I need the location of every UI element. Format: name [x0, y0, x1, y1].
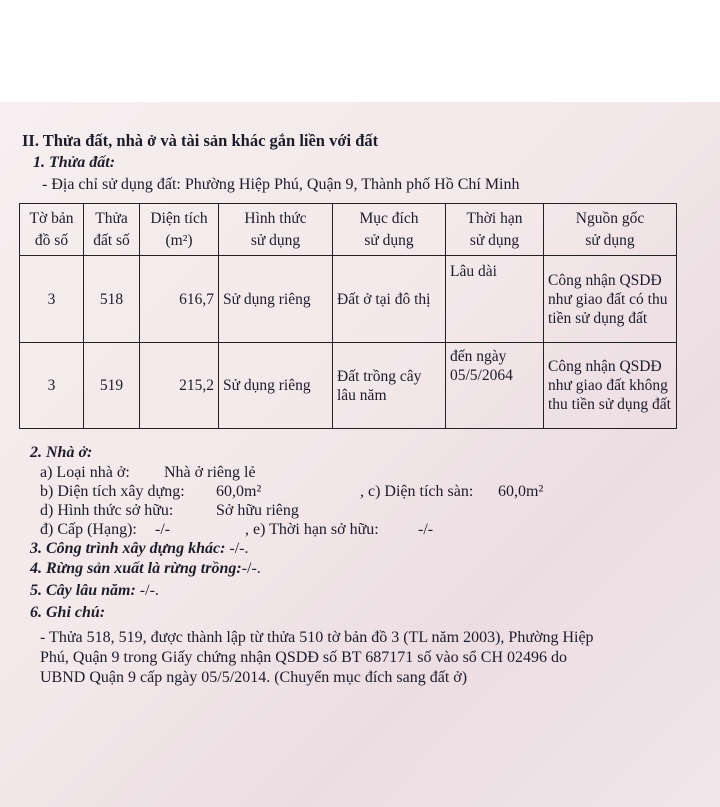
note-line: UBND Quận 9 cấp ngày 05/5/2014. (Chuyển mục đích sang đất ở) — [40, 669, 468, 686]
house-type-label: a) Loại nhà ở: — [40, 464, 130, 481]
other-works: 3. Công trình xây dựng khác: -/-. — [30, 540, 249, 557]
ownership-label: d) Hình thức sở hữu: — [40, 502, 174, 519]
cell-parcel: 518 — [84, 256, 140, 343]
floor-area-label: , c) Diện tích sàn: — [360, 483, 474, 500]
cell-origin: Công nhận QSDĐ như giao đất có thu tiền sử dụng đất — [544, 256, 677, 343]
col-header: Mục đích sử dụng — [333, 204, 446, 256]
notes-heading: 6. Ghi chú: — [30, 604, 106, 621]
house-heading: 2. Nhà ở: — [30, 444, 93, 461]
grade-value: -/- — [155, 521, 171, 538]
cell-purpose: Đất trồng cây lâu năm — [333, 343, 446, 429]
cell-area: 215,2 — [140, 343, 219, 429]
ownership-term-label: , e) Thời hạn sở hữu: — [245, 521, 379, 538]
ownership-term-value: -/- — [418, 521, 434, 538]
land-address: - Địa chỉ sử dụng đất: Phường Hiệp Phú, Quận 9, Thành phố Hồ Chí Minh — [42, 176, 520, 193]
note-line: - Thửa 518, 519, được thành lập từ thửa 510 tờ bản đồ 3 (TL năm 2003), Phường Hiệp — [40, 629, 594, 646]
table-row — [20, 256, 677, 343]
ownership-value: Sở hữu riêng — [216, 502, 299, 519]
cell-term: đến ngày 05/5/2064 — [446, 343, 544, 429]
cell-area: 616,7 — [140, 256, 219, 343]
col-header: Thời hạn sử dụng — [446, 204, 544, 256]
build-area-value: 60,0m² — [216, 483, 262, 500]
col-header: Nguồn gốc sử dụng — [544, 204, 677, 256]
note-line: Phú, Quận 9 trong Giấy chứng nhận QSDĐ số BT 687171 số vào sổ CH 02496 do — [40, 649, 568, 666]
col-header: Thửa đất số — [84, 204, 140, 256]
perennial: 5. Cây lâu năm: -/-. — [30, 582, 159, 599]
cell-parcel: 519 — [84, 343, 140, 429]
section-title: II. Thửa đất, nhà ở và tài sản khác gắn liền với đất — [22, 131, 379, 150]
build-area-label: b) Diện tích xây dựng: — [40, 483, 185, 500]
cell-form: Sử dụng riêng — [219, 343, 333, 429]
forest: 4. Rừng sản xuất là rừng trồng:-/-. — [30, 560, 261, 577]
cell-map: 3 — [20, 343, 84, 429]
cell-form: Sử dụng riêng — [219, 256, 333, 343]
table-row — [20, 343, 677, 429]
cell-term: Lâu dài — [446, 256, 544, 343]
col-header: Hình thức sử dụng — [219, 204, 333, 256]
land-table — [19, 203, 677, 429]
house-type-value: Nhà ở riêng lẻ — [164, 464, 256, 481]
table-header — [20, 204, 677, 256]
col-header: Tờ bản đồ số — [20, 204, 84, 256]
col-header: Diện tích (m²) — [140, 204, 219, 256]
cell-map: 3 — [20, 256, 84, 343]
floor-area-value: 60,0m² — [498, 483, 544, 500]
cell-purpose: Đất ở tại đô thị — [333, 256, 446, 343]
cell-origin: Công nhận QSDĐ như giao đất không thu tiền sử dụng đất — [544, 343, 677, 429]
grade-label: đ) Cấp (Hạng): — [40, 521, 137, 538]
land-heading: 1. Thửa đất: — [33, 154, 116, 171]
